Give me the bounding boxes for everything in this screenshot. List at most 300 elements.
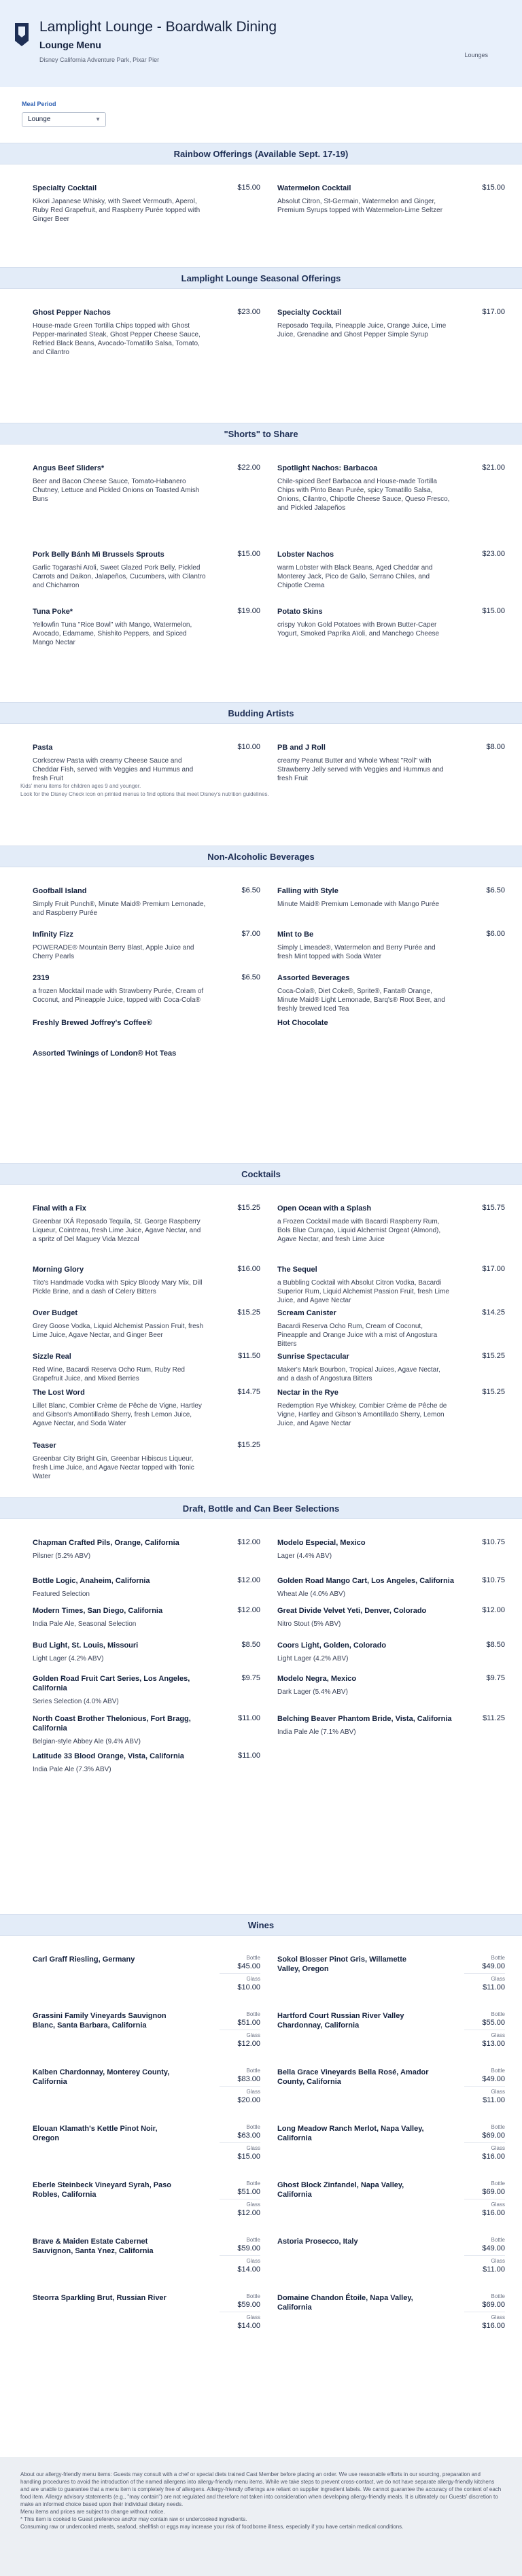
bottle-price: $69.00 bbox=[482, 2188, 505, 2196]
item-name: Grassini Family Vineyards Sauvignon Blanc, Santa Barbara, California bbox=[33, 2012, 167, 2030]
wine-item bbox=[277, 1955, 505, 1991]
menu-item bbox=[33, 1752, 260, 1774]
item-name: Astoria Prosecco, Italy bbox=[277, 2238, 358, 2246]
item-description: Featured Selection bbox=[33, 1590, 90, 1598]
bottle-price: $51.00 bbox=[237, 2019, 260, 2027]
meal-period-select[interactable] bbox=[22, 112, 106, 127]
price-notice: Menu items and prices are subject to change without notice. bbox=[20, 2509, 165, 2515]
glass-price: $12.00 bbox=[237, 2209, 260, 2217]
item-name: Long Meadow Ranch Merlot, Napa Valley, California bbox=[277, 2125, 424, 2142]
wine-prices bbox=[220, 2293, 260, 2331]
menu-item bbox=[33, 930, 260, 961]
item-price: $15.25 bbox=[482, 1388, 505, 1396]
wine-prices bbox=[464, 2237, 505, 2274]
item-name: Modern Times, San Diego, California bbox=[33, 1607, 163, 1615]
item-price: $17.00 bbox=[482, 308, 505, 316]
item-name: Scream Canister bbox=[277, 1309, 336, 1317]
wine-prices bbox=[220, 1955, 260, 1992]
item-name: Spotlight Nachos: Barbacoa bbox=[277, 464, 378, 472]
bottle-price: $63.00 bbox=[237, 2131, 260, 2140]
menu-item bbox=[277, 184, 505, 215]
glass-price: $16.00 bbox=[482, 2153, 505, 2161]
section-heading: Lamplight Lounge Seasonal Offerings bbox=[0, 267, 522, 289]
menu-section-shorts bbox=[0, 423, 522, 646]
menu-item bbox=[277, 550, 505, 590]
glass-price: $14.00 bbox=[237, 2265, 260, 2274]
section-heading: Non-Alcoholic Beverages bbox=[0, 846, 522, 867]
item-price: $16.00 bbox=[237, 1265, 260, 1273]
item-name: North Coast Brother Thelonious, Fort Bragg, California bbox=[33, 1715, 191, 1733]
glass-price: $11.00 bbox=[483, 2265, 505, 2274]
menu-item bbox=[33, 1049, 260, 1058]
glass-price: $13.00 bbox=[482, 2040, 505, 2048]
bottle-label: Bottle bbox=[491, 2293, 505, 2299]
item-price: $15.00 bbox=[237, 184, 260, 192]
section-heading: Wines bbox=[0, 1914, 522, 1936]
item-description: Reposado Tequila, Pineapple Juice, Orange Juice, Lime Juice, Grenadine and Ghost Pepper Simple Syrup bbox=[277, 322, 447, 338]
item-price: $10.75 bbox=[482, 1576, 505, 1584]
item-name: 2319 bbox=[33, 974, 50, 982]
glass-price: $14.00 bbox=[237, 2322, 260, 2330]
menu-item bbox=[277, 1714, 505, 1737]
menu-item bbox=[33, 308, 260, 357]
bottle-label: Bottle bbox=[491, 2011, 505, 2017]
bottle-label: Bottle bbox=[491, 2124, 505, 2130]
bottle-label: Bottle bbox=[491, 2068, 505, 2074]
menu-item bbox=[277, 1606, 505, 1629]
bottle-price: $83.00 bbox=[237, 2075, 260, 2083]
bottle-price: $45.00 bbox=[237, 1962, 260, 1970]
item-name: Hot Chocolate bbox=[277, 1019, 328, 1027]
menu-item bbox=[277, 743, 505, 783]
kids-note: Kids' menu items for children ages 9 and younger. bbox=[20, 783, 141, 789]
item-name: Kalben Chardonnay, Monterey County, California bbox=[33, 2068, 170, 2086]
item-name: Golden Road Fruit Cart Series, Los Angeles, California bbox=[33, 1675, 190, 1692]
menu-item bbox=[33, 607, 260, 647]
item-name: Domaine Chandon Étoile, Napa Valley, California bbox=[277, 2294, 413, 2312]
menu-item bbox=[33, 973, 260, 1005]
item-name: Carl Graff Riesling, Germany bbox=[33, 1955, 135, 1964]
menu-item bbox=[33, 743, 260, 783]
item-description: India Pale Ale (7.3% ABV) bbox=[33, 1766, 111, 1773]
item-description: Belgian-style Abbey Ale (9.4% ABV) bbox=[33, 1738, 141, 1745]
item-description: Tito's Handmade Vodka with Spicy Bloody Mary Mix, Dill Pickle Brine, and a dash of Celery Bitters bbox=[33, 1279, 203, 1295]
item-name: Sokol Blosser Pinot Gris, Willamette Valley, Oregon bbox=[277, 1955, 407, 1973]
consumer-notice: Consuming raw or undercooked meats, seafood, shellfish or eggs may increase your risk of foodborne illness, especially if you have certain medical conditions. bbox=[20, 2524, 404, 2530]
item-name: Assorted Beverages bbox=[277, 974, 350, 982]
menu-item bbox=[277, 1018, 505, 1028]
menu-section-wines bbox=[0, 1914, 522, 2330]
item-description: a Frozen Cocktail made with Bacardi Raspberry Rum, Bols Blue Curaçao, Liquid Alchemist Orgeat (Almond), Agave Nectar, and fresh Lime Juice bbox=[277, 1218, 441, 1243]
bottle-price: $59.00 bbox=[237, 2301, 260, 2309]
item-description: Redemption Rye Whiskey, Combier Crème de Pêche de Vigne, Hartley and Gibson's Amontillado Sherry, Lemon Juice, and Agave Nectar bbox=[277, 1402, 447, 1427]
item-name: Hartford Court Russian River Valley Chardonnay, California bbox=[277, 2012, 404, 2030]
item-description: Absolut Citron, St-Germain, Watermelon and Ginger, Premium Syrups topped with Watermelon-Lime Seltzer bbox=[277, 198, 443, 214]
price-divider bbox=[464, 2086, 505, 2087]
bottle-label: Bottle bbox=[246, 1955, 260, 1961]
item-name: Nectar in the Rye bbox=[277, 1389, 338, 1397]
wine-prices bbox=[220, 2237, 260, 2274]
item-price: $11.50 bbox=[238, 1352, 260, 1360]
glass-label: Glass bbox=[246, 1976, 260, 1982]
bottle-label: Bottle bbox=[246, 2068, 260, 2074]
item-description: Corkscrew Pasta with creamy Cheese Sauce and Cheddar Fish, served with Veggies and Hummus and fresh Fruit bbox=[33, 757, 194, 782]
price-divider bbox=[464, 1973, 505, 1974]
item-name: Potato Skins bbox=[277, 608, 323, 616]
glass-label: Glass bbox=[246, 2032, 260, 2038]
item-description: Light Lager (4.2% ABV) bbox=[33, 1655, 104, 1663]
item-price: $19.00 bbox=[237, 607, 260, 615]
item-name: Ghost Pepper Nachos bbox=[33, 309, 111, 317]
item-description: Minute Maid® Premium Lemonade with Mango Purée bbox=[277, 901, 440, 908]
menu-section-budding bbox=[0, 702, 522, 797]
item-price: $15.25 bbox=[237, 1308, 260, 1317]
meal-period-label: Meal Period bbox=[22, 101, 56, 107]
menu-item bbox=[277, 1204, 505, 1244]
item-name: Sizzle Real bbox=[33, 1353, 71, 1361]
menu-item bbox=[33, 1388, 260, 1428]
item-price: $23.00 bbox=[482, 550, 505, 558]
wine-item bbox=[277, 2237, 505, 2274]
menu-item bbox=[277, 308, 505, 339]
glass-price: $20.00 bbox=[237, 2096, 260, 2104]
menu-item bbox=[277, 1388, 505, 1428]
menu-section-beer bbox=[0, 1497, 522, 1773]
bottle-label: Bottle bbox=[491, 2237, 505, 2243]
menu-item bbox=[33, 1018, 260, 1028]
item-price: $11.00 bbox=[238, 1714, 260, 1722]
item-price: $12.00 bbox=[482, 1606, 505, 1614]
glass-price: $16.00 bbox=[482, 2322, 505, 2330]
bottle-price: $49.00 bbox=[482, 2244, 505, 2252]
menu-section-seasonal bbox=[0, 267, 522, 356]
item-description: crispy Yukon Gold Potatoes with Brown Butter-Caper Yogurt, Smoked Paprika Aïoli, and Manchego Cheese bbox=[277, 621, 440, 638]
price-divider bbox=[220, 2142, 260, 2143]
wine-prices bbox=[464, 2293, 505, 2331]
menu-item bbox=[33, 1576, 260, 1599]
item-description: Red Wine, Bacardi Reserva Ocho Rum, Ruby Red Grapefruit Juice, and Mixed Berries bbox=[33, 1366, 185, 1382]
item-name: Final with a Fix bbox=[33, 1204, 86, 1213]
item-price: $15.25 bbox=[482, 1352, 505, 1360]
glass-price: $16.00 bbox=[482, 2209, 505, 2217]
item-description: Lager (4.4% ABV) bbox=[277, 1552, 332, 1560]
item-name: Pasta bbox=[33, 744, 53, 752]
wine-item bbox=[277, 2011, 505, 2048]
menu-section-nonalc bbox=[0, 846, 522, 1058]
menu-item bbox=[277, 607, 505, 638]
section-heading: Cocktails bbox=[0, 1163, 522, 1185]
glass-price: $11.00 bbox=[483, 1983, 505, 1991]
wine-item bbox=[277, 2068, 505, 2104]
menu-item bbox=[33, 1352, 260, 1383]
bottle-label: Bottle bbox=[246, 2124, 260, 2130]
item-price: $23.00 bbox=[237, 308, 260, 316]
wine-prices bbox=[220, 2180, 260, 2218]
item-price: $9.75 bbox=[241, 1674, 260, 1682]
menu-item bbox=[33, 1674, 260, 1706]
item-description: Greenbar City Bright Gin, Greenbar Hibiscus Liqueur, fresh Lime Juice, and Agave Nectar topped with Tonic Water bbox=[33, 1455, 194, 1480]
menu-section-cocktails bbox=[0, 1163, 522, 1480]
item-price: $6.50 bbox=[241, 973, 260, 981]
item-name: Lobster Nachos bbox=[277, 551, 334, 559]
item-price: $15.00 bbox=[482, 607, 505, 615]
item-price: $8.50 bbox=[486, 1641, 505, 1649]
item-name: Modelo Negra, Mexico bbox=[277, 1675, 357, 1683]
menu-item bbox=[277, 1641, 505, 1663]
item-name: Elouan Klamath's Kettle Pinot Noir, Oregon bbox=[33, 2125, 158, 2142]
glass-label: Glass bbox=[246, 2145, 260, 2151]
disney-check-note: Look for the Disney Check icon on printed menus to find options that meet Disney's nutrition guidelines. bbox=[20, 791, 269, 797]
price-divider bbox=[464, 2255, 505, 2256]
wine-item bbox=[33, 2237, 260, 2274]
menu-item bbox=[33, 1641, 260, 1663]
item-description: Kikori Japanese Whisky, with Sweet Vermouth, Aperol, Ruby Red Grapefruit, and Raspberry Purée topped with Ginger Beer bbox=[33, 198, 201, 223]
menu-item bbox=[277, 1308, 505, 1348]
glass-price: $12.00 bbox=[237, 2040, 260, 2048]
item-name: Morning Glory bbox=[33, 1266, 84, 1274]
meal-period-value: Lounge bbox=[28, 116, 51, 123]
item-price: $15.00 bbox=[482, 184, 505, 192]
menu-item bbox=[277, 1265, 505, 1305]
item-price: $12.00 bbox=[237, 1606, 260, 1614]
bottle-price: $55.00 bbox=[482, 2019, 505, 2027]
item-description: Simply Fruit Punch®, Minute Maid® Premium Lemonade, and Raspberry Purée bbox=[33, 901, 206, 917]
lamp-logo-icon bbox=[12, 20, 31, 48]
glass-label: Glass bbox=[491, 2201, 505, 2208]
item-price: $6.50 bbox=[486, 886, 505, 894]
item-name: Infinity Fizz bbox=[33, 930, 73, 939]
item-name: Modelo Especial, Mexico bbox=[277, 1539, 366, 1547]
item-price: $10.75 bbox=[482, 1538, 505, 1546]
item-description: Dark Lager (5.4% ABV) bbox=[277, 1688, 348, 1696]
item-description: creamy Peanut Butter and Whole Wheat "Roll" with Strawberry Jelly served with Veggies and Hummus and fresh Fruit bbox=[277, 757, 444, 782]
glass-price: $15.00 bbox=[237, 2153, 260, 2161]
item-description: Pilsner (5.2% ABV) bbox=[33, 1552, 91, 1560]
page-header bbox=[0, 0, 522, 87]
wine-prices bbox=[464, 2011, 505, 2049]
item-description: Garlic Togarashi Aïoli, Sweet Glazed Pork Belly, Pickled Carrots and Daikon, Jalapeños, Cucumbers, with Cilantro and Chicharron bbox=[33, 564, 206, 589]
item-price: $15.25 bbox=[237, 1204, 260, 1212]
bottle-label: Bottle bbox=[246, 2011, 260, 2017]
item-name: Ghost Block Zinfandel, Napa Valley, California bbox=[277, 2181, 404, 2199]
menu-item bbox=[33, 1441, 260, 1481]
item-price: $11.25 bbox=[483, 1714, 505, 1722]
menu-item bbox=[277, 886, 505, 909]
page-title: Lamplight Lounge - Boardwalk Dining bbox=[39, 19, 277, 35]
item-name: Bottle Logic, Anaheim, California bbox=[33, 1577, 150, 1585]
bottle-price: $51.00 bbox=[237, 2188, 260, 2196]
item-price: $17.00 bbox=[482, 1265, 505, 1273]
menu-item bbox=[277, 1576, 505, 1599]
glass-price: $10.00 bbox=[237, 1983, 260, 1991]
section-heading: "Shorts" to Share bbox=[0, 423, 522, 445]
item-name: Tuna Poke* bbox=[33, 608, 73, 616]
menu-item bbox=[33, 1308, 260, 1340]
section-heading: Draft, Bottle and Can Beer Selections bbox=[0, 1497, 522, 1519]
item-name: Steorra Sparkling Brut, Russian River bbox=[33, 2294, 167, 2302]
menu-item bbox=[33, 184, 260, 224]
item-name: Chapman Crafted Pils, Orange, California bbox=[33, 1539, 179, 1547]
item-price: $12.00 bbox=[237, 1576, 260, 1584]
chevron-down-icon: ▼ bbox=[95, 116, 101, 122]
item-name: Over Budget bbox=[33, 1309, 78, 1317]
bottle-price: $49.00 bbox=[482, 1962, 505, 1970]
item-name: Pork Belly Bánh Mì Brussels Sprouts bbox=[33, 551, 164, 559]
location-text: Disney California Adventure Park, Pixar Pier bbox=[39, 56, 160, 63]
price-divider bbox=[464, 2142, 505, 2143]
item-price: $14.25 bbox=[482, 1308, 505, 1317]
item-price: $15.00 bbox=[237, 550, 260, 558]
menu-item bbox=[33, 1538, 260, 1561]
bottle-price: $69.00 bbox=[482, 2301, 505, 2309]
bottle-label: Bottle bbox=[491, 1955, 505, 1961]
bottle-label: Bottle bbox=[246, 2180, 260, 2187]
price-divider bbox=[220, 2086, 260, 2087]
item-name: Watermelon Cocktail bbox=[277, 184, 351, 192]
item-description: India Pale Ale, Seasonal Selection bbox=[33, 1620, 137, 1628]
item-name: Specialty Cocktail bbox=[277, 309, 342, 317]
item-description: Coca-Cola®, Diet Coke®, Sprite®, Fanta® Orange, Minute Maid® Light Lemonade, Barq's® Root Beer, and freshly brewed Iced Tea bbox=[277, 988, 445, 1013]
allergy-disclaimer: About our allergy-friendly menu items: Guests may consult with a chef or special diets trained Cast Member before placing an order. We use reasonable efforts in our sourcing, preparation and handling procedures to avoid the introduction of the named allergens into allergy-friendly menu items. While we take steps to prevent cross-contact, we do not have separate allergy-friendly kitchens and are unable to guarantee that a menu item is completely free of allergens. Allergy-friendly offerings are reliant on supplier ingredient labels. We cannot guarantee the accuracy of the content of each food item. Allergy advisory statements (e.g., "may contain") are not regulated and therefore not taken into consideration when developing allergy-friendly meals. It is ultimately our Guests' discretion to make an informed choice based upon their individual dietary needs. bbox=[20, 2471, 502, 2507]
menu-item bbox=[33, 1606, 260, 1629]
item-name: Assorted Twinings of London® Hot Teas bbox=[33, 1049, 177, 1058]
wine-prices bbox=[220, 2011, 260, 2049]
glass-label: Glass bbox=[246, 2314, 260, 2320]
item-description: Chile-spiced Beef Barbacoa and House-made Tortilla Chips with Pinto Bean Purée, spicy Tomatillo Salsa, Onions, Cilantro, Chipotle Cheese Sauce, Queso Fresco, and Pickled Jalapeños bbox=[277, 478, 450, 512]
bottle-price: $69.00 bbox=[482, 2131, 505, 2140]
item-description: Lillet Blanc, Combier Crème de Pêche de Vigne, Hartley and Gibson's Amontillado Sherry, fresh Lemon Juice, Agave Nectar, and Soda Water bbox=[33, 1402, 202, 1427]
item-price: $8.00 bbox=[486, 743, 505, 751]
item-price: $6.50 bbox=[241, 886, 260, 894]
wine-prices bbox=[464, 2068, 505, 2105]
item-price: $22.00 bbox=[237, 464, 260, 472]
glass-label: Glass bbox=[491, 2145, 505, 2151]
menu-item bbox=[33, 464, 260, 504]
menu-item bbox=[33, 886, 260, 918]
item-description: Beer and Bacon Cheese Sauce, Tomato-Habanero Chutney, Lettuce and Pickled Onions on Toasted Amish Buns bbox=[33, 478, 200, 503]
item-description: India Pale Ale (7.1% ABV) bbox=[277, 1728, 356, 1736]
menu-item bbox=[33, 1265, 260, 1296]
wine-prices bbox=[220, 2068, 260, 2105]
item-name: PB and J Roll bbox=[277, 744, 326, 752]
item-name: Golden Road Mango Cart, Los Angeles, California bbox=[277, 1577, 454, 1585]
menu-item bbox=[33, 550, 260, 590]
item-name: The Lost Word bbox=[33, 1389, 85, 1397]
item-name: Specialty Cocktail bbox=[33, 184, 97, 192]
raw-notice: * This item is cooked to Guest preference and/or may contain raw or undercooked ingredients. bbox=[20, 2516, 247, 2522]
item-price: $21.00 bbox=[482, 464, 505, 472]
item-name: Falling with Style bbox=[277, 887, 338, 895]
menu-item bbox=[277, 464, 505, 512]
item-description: Series Selection (4.0% ABV) bbox=[33, 1698, 119, 1705]
menu-item bbox=[33, 1204, 260, 1244]
wine-prices bbox=[464, 2180, 505, 2218]
item-description: Bacardi Reserva Ocho Rum, Cream of Coconut, Pineapple and Orange Juice with a mist of Angostura Bitters bbox=[277, 1323, 438, 1348]
menu-item bbox=[33, 1714, 260, 1746]
glass-label: Glass bbox=[246, 2201, 260, 2208]
bottle-price: $49.00 bbox=[482, 2075, 505, 2083]
item-description: a Bubbling Cocktail with Absolut Citron Vodka, Bacardi Superior Rum, Liquid Alchemist Passion Fruit, fresh Lime Juice, and Agave Nectar bbox=[277, 1279, 449, 1304]
bottle-label: Bottle bbox=[246, 2293, 260, 2299]
wine-item bbox=[277, 2180, 505, 2217]
item-name: Mint to Be bbox=[277, 930, 314, 939]
item-price: $12.00 bbox=[237, 1538, 260, 1546]
item-description: Simply Limeade®, Watermelon and Berry Purée and fresh Mint topped with Soda Water bbox=[277, 944, 436, 960]
item-description: Greenbar IXÁ Reposado Tequila, St. George Raspberry Liqueur, Cointreau, fresh Lime Juice, Agave Nectar, and a spritz of Del Maguey Vida Mezcal bbox=[33, 1218, 201, 1243]
price-divider bbox=[220, 1973, 260, 1974]
glass-label: Glass bbox=[246, 2089, 260, 2095]
item-price: $10.00 bbox=[237, 743, 260, 751]
bottle-label: Bottle bbox=[491, 2180, 505, 2187]
item-description: Grey Goose Vodka, Liquid Alchemist Passion Fruit, fresh Lime Juice, Agave Nectar, and Ginger Beer bbox=[33, 1323, 204, 1339]
item-description: Yellowfin Tuna "Rice Bowl" with Mango, Watermelon, Avocado, Edamame, Shishito Peppers, and Spiced Mango Nectar bbox=[33, 621, 192, 646]
menu-item bbox=[277, 1674, 505, 1696]
item-description: Maker's Mark Bourbon, Tropical Juices, Agave Nectar, and a dash of Angostura Bitters bbox=[277, 1366, 440, 1382]
glass-label: Glass bbox=[491, 2032, 505, 2038]
glass-label: Glass bbox=[246, 2258, 260, 2264]
item-name: Sunrise Spectacular bbox=[277, 1353, 349, 1361]
item-name: Bud Light, St. Louis, Missouri bbox=[33, 1641, 139, 1650]
item-name: Open Ocean with a Splash bbox=[277, 1204, 372, 1213]
glass-label: Glass bbox=[491, 2314, 505, 2320]
item-name: Eberle Steinbeck Vineyard Syrah, Paso Robles, California bbox=[33, 2181, 172, 2199]
item-name: Coors Light, Golden, Colorado bbox=[277, 1641, 387, 1650]
item-description: Light Lager (4.2% ABV) bbox=[277, 1655, 349, 1663]
item-name: Bella Grace Vineyards Bella Rosé, Amador County, California bbox=[277, 2068, 429, 2086]
lounges-link[interactable]: Lounges bbox=[464, 52, 488, 58]
item-price: $6.00 bbox=[486, 930, 505, 938]
wine-item bbox=[33, 2124, 260, 2161]
item-price: $14.75 bbox=[237, 1388, 260, 1396]
menu-item bbox=[277, 1538, 505, 1561]
wine-item bbox=[277, 2124, 505, 2161]
item-price: $11.00 bbox=[238, 1752, 260, 1760]
price-divider bbox=[220, 2255, 260, 2256]
wine-item bbox=[277, 2293, 505, 2330]
item-name: Angus Beef Sliders* bbox=[33, 464, 105, 472]
wine-prices bbox=[464, 1955, 505, 1992]
menu-section-rainbow bbox=[0, 143, 522, 223]
item-name: Great Divide Velvet Yeti, Denver, Colorado bbox=[277, 1607, 427, 1615]
item-description: warm Lobster with Black Beans, Aged Cheddar and Monterey Jack, Pico de Gallo, Serrano Chiles, and Chipotle Crema bbox=[277, 564, 433, 589]
glass-label: Glass bbox=[491, 2258, 505, 2264]
item-name: Latitude 33 Blood Orange, Vista, California bbox=[33, 1752, 184, 1760]
item-name: Teaser bbox=[33, 1442, 56, 1450]
item-name: Belching Beaver Phantom Bride, Vista, California bbox=[277, 1715, 452, 1723]
item-name: The Sequel bbox=[277, 1266, 317, 1274]
glass-label: Glass bbox=[491, 2089, 505, 2095]
wine-item bbox=[33, 2293, 260, 2330]
bottle-label: Bottle bbox=[246, 2237, 260, 2243]
item-price: $9.75 bbox=[486, 1674, 505, 1682]
item-description: Wheat Ale (4.0% ABV) bbox=[277, 1590, 346, 1598]
menu-item bbox=[277, 973, 505, 1013]
wine-item bbox=[33, 2068, 260, 2104]
item-name: Goofball Island bbox=[33, 887, 87, 895]
item-description: POWERADE® Mountain Berry Blast, Apple Juice and Cherry Pearls bbox=[33, 944, 194, 960]
item-description: a frozen Mocktail made with Strawberry Purée, Cream of Coconut, and Pineapple Juice, topped with Coca-Cola® bbox=[33, 988, 204, 1004]
menu-item bbox=[277, 1352, 505, 1383]
section-heading: Rainbow Offerings (Available Sept. 17-19) bbox=[0, 143, 522, 164]
wine-item bbox=[33, 2011, 260, 2048]
item-price: $8.50 bbox=[241, 1641, 260, 1649]
wine-item bbox=[33, 1955, 260, 1991]
item-price: $7.00 bbox=[241, 930, 260, 938]
item-description: Nitro Stout (5% ABV) bbox=[277, 1620, 341, 1628]
item-price: $15.75 bbox=[482, 1204, 505, 1212]
wine-prices bbox=[464, 2124, 505, 2161]
footer bbox=[0, 2457, 522, 2576]
